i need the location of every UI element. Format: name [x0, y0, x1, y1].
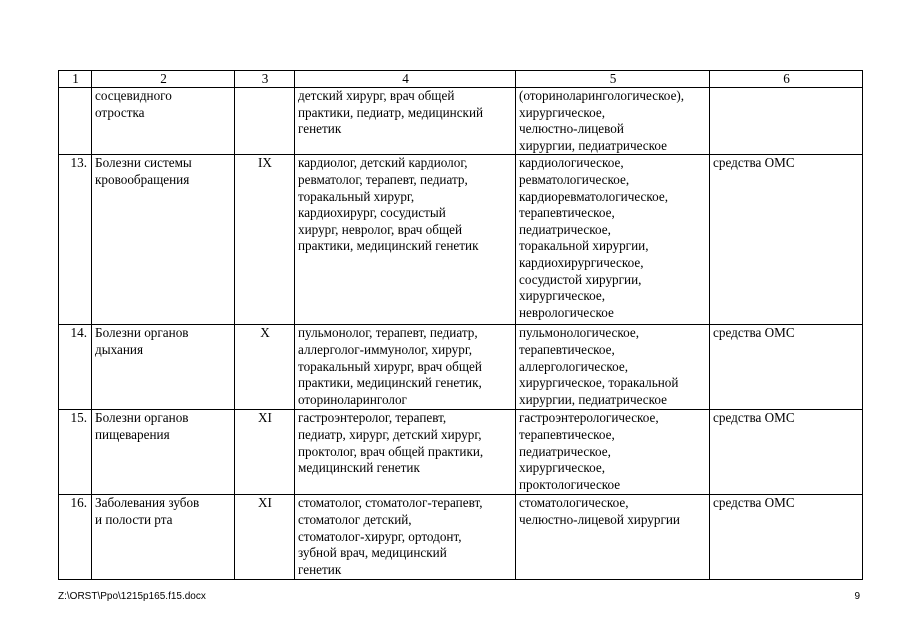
- icd-class: [235, 88, 295, 155]
- disease-group: Болезни органов дыхания: [92, 325, 235, 410]
- icd-class: X: [235, 325, 295, 410]
- table-row: [59, 410, 863, 495]
- funding-source: средства ОМС: [710, 325, 863, 410]
- table-row: [59, 495, 863, 580]
- icd-class: IX: [235, 155, 295, 325]
- services-table: [58, 70, 863, 580]
- doctor-specialties: кардиолог, детский кардиолог, ревматолог, терапевт, педиатр, торакальный хирург, кардиохирург, сосудистый хирург, невролог, врач общей практики, медицинский генетик: [295, 155, 516, 325]
- disease-group: Болезни системы кровообращения: [92, 155, 235, 325]
- row-number: [59, 88, 92, 155]
- table-row: [59, 325, 863, 410]
- row-number: 16.: [59, 495, 92, 580]
- header-cell-4: 4: [295, 71, 516, 88]
- doctor-specialties: гастроэнтеролог, терапевт, педиатр, хирург, детский хирург, проктолог, врач общей практики, медицинский генетик: [295, 410, 516, 495]
- hospital-profiles: (оториноларингологическое), хирургическое, челюстно-лицевой хирургии, педиатрическое: [516, 88, 710, 155]
- funding-source: средства ОМС: [710, 495, 863, 580]
- hospital-profiles: пульмонологическое, терапевтическое, аллергологическое, хирургическое, торакальной хирургии, педиатрическое: [516, 325, 710, 410]
- row-number: 14.: [59, 325, 92, 410]
- hospital-profiles: кардиологическое, ревматологическое, кардиоревматологическое, терапевтическое, педиатрическое, торакальной хирургии, кардиохирургическое, сосудистой хирургии, хирургическое, неврологическое: [516, 155, 710, 325]
- header-cell-6: 6: [710, 71, 863, 88]
- doctor-specialties: стоматолог, стоматолог-терапевт, стоматолог детский, стоматолог-хирург, ортодонт, зубной врач, медицинский генетик: [295, 495, 516, 580]
- row-number: 13.: [59, 155, 92, 325]
- disease-group: Заболевания зубов и полости рта: [92, 495, 235, 580]
- hospital-profiles: гастроэнтерологическое, терапевтическое, педиатрическое, хирургическое, проктологическое: [516, 410, 710, 495]
- doctor-specialties: детский хирург, врач общей практики, педиатр, медицинский генетик: [295, 88, 516, 155]
- funding-source: [710, 88, 863, 155]
- table-row: [59, 88, 863, 155]
- header-cell-5: 5: [516, 71, 710, 88]
- funding-source: средства ОМС: [710, 410, 863, 495]
- funding-source: средства ОМС: [710, 155, 863, 325]
- header-cell-1: 1: [59, 71, 92, 88]
- header-cell-3: 3: [235, 71, 295, 88]
- icd-class: XI: [235, 495, 295, 580]
- hospital-profiles: стоматологическое, челюстно-лицевой хирургии: [516, 495, 710, 580]
- icd-class: XI: [235, 410, 295, 495]
- header-cell-2: 2: [92, 71, 235, 88]
- table-row: [59, 155, 863, 325]
- row-number: 15.: [59, 410, 92, 495]
- disease-group: Болезни органов пищеварения: [92, 410, 235, 495]
- file-path-footer: Z:\ORST\Ppo\1215p165.f15.docx: [58, 591, 206, 602]
- disease-group: сосцевидного отростка: [92, 88, 235, 155]
- page-number: 9: [854, 591, 860, 602]
- doctor-specialties: пульмонолог, терапевт, педиатр, аллерголог-иммунолог, хирург, торакальный хирург, врач общей практики, медицинский генетик, оториноларинголог: [295, 325, 516, 410]
- header-row: [59, 71, 863, 88]
